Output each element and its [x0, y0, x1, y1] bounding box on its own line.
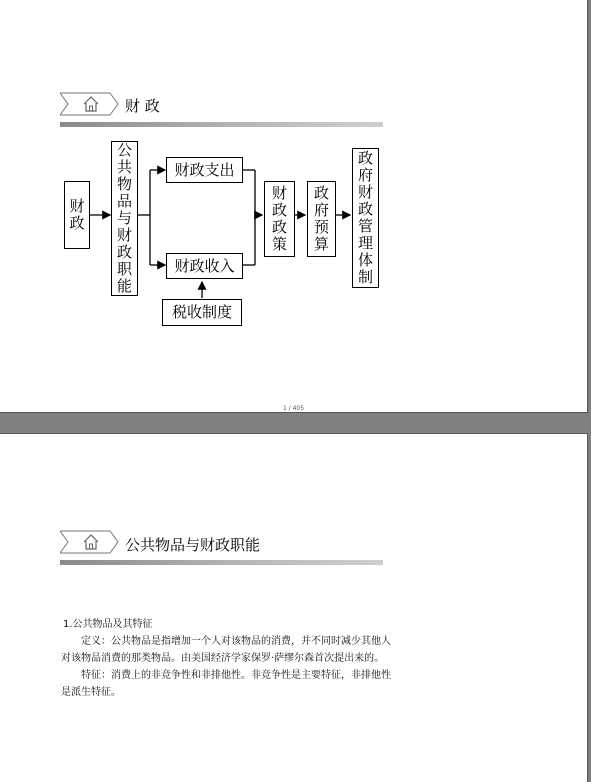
home-icon: [82, 533, 100, 551]
public-goods-box: 公 共 物 品 与 财 政 职 能: [111, 141, 138, 296]
section-heading: 1.公共物品及其特征: [63, 619, 153, 630]
page-title: 财 政: [125, 97, 160, 115]
management-system-box: 政 府 财 政 管 理 体 制: [352, 148, 379, 288]
slide-page-2: [0, 433, 588, 782]
budget-box: 政 府 预 算: [307, 181, 336, 257]
revenue-box: 财政收入: [166, 253, 243, 279]
definition-paragraph: 定义：公共物品是指增加一个人对该物品的消费，并不同时减少其他人对该物品消费的那类物品。由美国经济学家保罗·萨缪尔森首次提出来的。: [61, 636, 391, 664]
expenditure-box: 财政支出: [166, 157, 243, 183]
fiscal-policy-box: 财 政 政 策: [264, 181, 295, 257]
body-text: [61, 616, 391, 701]
page-gap: [0, 413, 591, 433]
page-number: 1 / 405: [282, 405, 305, 412]
fiscal-box: 财 政: [64, 181, 90, 249]
features-paragraph: 特征：消费上的非竞争性和非排他性。非竞争性是主要特征，非排他性是派生特征。: [61, 670, 391, 698]
tax-system-box: 税收制度: [162, 299, 242, 326]
header-rule: [60, 560, 383, 565]
page-title: 公共物品与财政职能: [125, 536, 261, 554]
